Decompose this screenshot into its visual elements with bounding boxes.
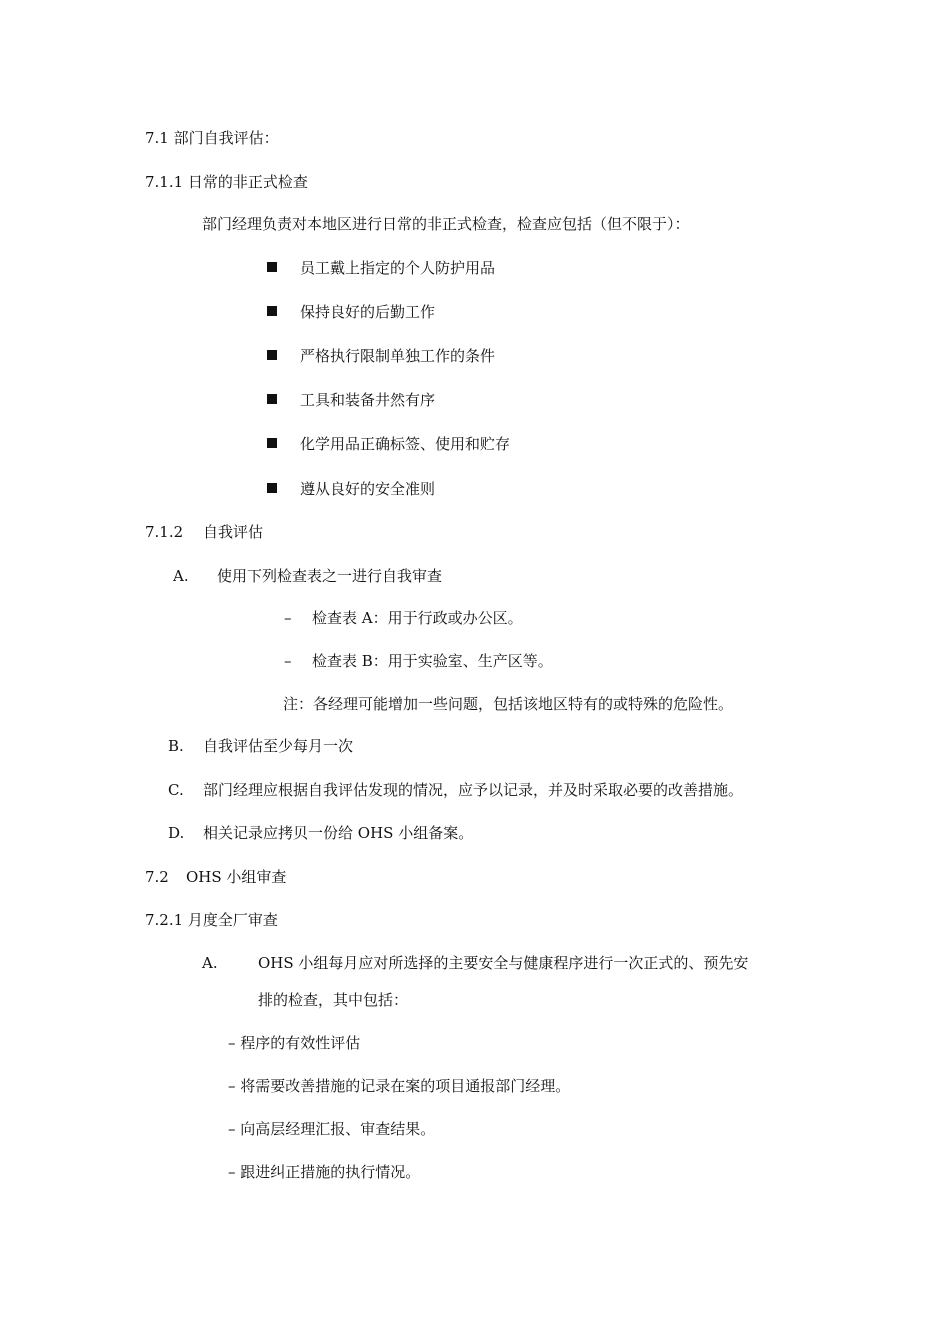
item-a-marker: A. — [202, 954, 218, 972]
section-7-2-title: OHS 小组审查 — [186, 868, 287, 886]
square-bullet-icon — [267, 438, 277, 448]
square-bullet-icon — [267, 483, 277, 493]
square-bullet-icon — [267, 262, 277, 272]
list-item: – 跟进纠正措施的执行情况。 — [228, 1163, 421, 1181]
item-d-text: 相关记录应拷贝一份给 OHS 小组备案。 — [203, 824, 474, 842]
dash-marker: – — [284, 652, 292, 670]
section-7-1-1-intro: 部门经理负责对本地区进行日常的非正式检查，检查应包括（但不限于）： — [202, 215, 690, 233]
section-7-2-number: 7.2 — [145, 868, 169, 886]
item-a-text: 使用下列检查表之一进行自我审查 — [217, 567, 443, 585]
item-b-text: 自我评估至少每月一次 — [203, 737, 354, 755]
list-item: 保持良好的后勤工作 — [300, 303, 436, 321]
list-item: – 将需要改善措施的记录在案的项目通报部门经理。 — [228, 1077, 571, 1095]
list-item: – 向高层经理汇报、审查结果。 — [228, 1120, 436, 1138]
square-bullet-icon — [267, 394, 277, 404]
section-7-1-2-title: 自我评估 — [203, 523, 264, 541]
item-a-marker: A. — [173, 567, 189, 585]
dash-marker: – — [284, 609, 292, 627]
item-c-text: 部门经理应根据自我评估发现的情况，应予以记录，并及时采取必要的改善措施。 — [203, 781, 744, 799]
square-bullet-icon — [267, 350, 277, 360]
note-text: 注：各经理可能增加一些问题，包括该地区特有的或特殊的危险性。 — [283, 695, 734, 713]
list-item: 工具和装备井然有序 — [300, 391, 436, 409]
section-7-1-1-heading: 7.1.1 日常的非正式检查 — [145, 173, 308, 191]
list-item: 员工戴上指定的个人防护用品 — [300, 259, 496, 277]
list-item: 遵从良好的安全准则 — [300, 480, 436, 498]
square-bullet-icon — [267, 306, 277, 316]
item-b-marker: B. — [168, 737, 184, 755]
list-item: 严格执行限制单独工作的条件 — [300, 347, 496, 365]
item-c-marker: C. — [168, 781, 184, 799]
section-7-1-heading: 7.1 部门自我评估： — [145, 129, 279, 147]
item-a-text-line2: 排的检查，其中包括： — [258, 991, 409, 1009]
list-item: 化学用品正确标签、使用和贮存 — [300, 435, 511, 453]
section-7-1-2-number: 7.1.2 — [145, 523, 184, 541]
section-7-2-1-heading: 7.2.1 月度全厂审查 — [145, 911, 278, 929]
list-item: – 程序的有效性评估 — [228, 1034, 361, 1052]
checklist-a-text: 检查表 A：用于行政或办公区。 — [312, 609, 523, 627]
item-d-marker: D. — [168, 824, 185, 842]
item-a-text-line1: OHS 小组每月应对所选择的主要安全与健康程序进行一次正式的、预先安 — [258, 954, 749, 972]
checklist-b-text: 检查表 B：用于实验室、生产区等。 — [312, 652, 553, 670]
